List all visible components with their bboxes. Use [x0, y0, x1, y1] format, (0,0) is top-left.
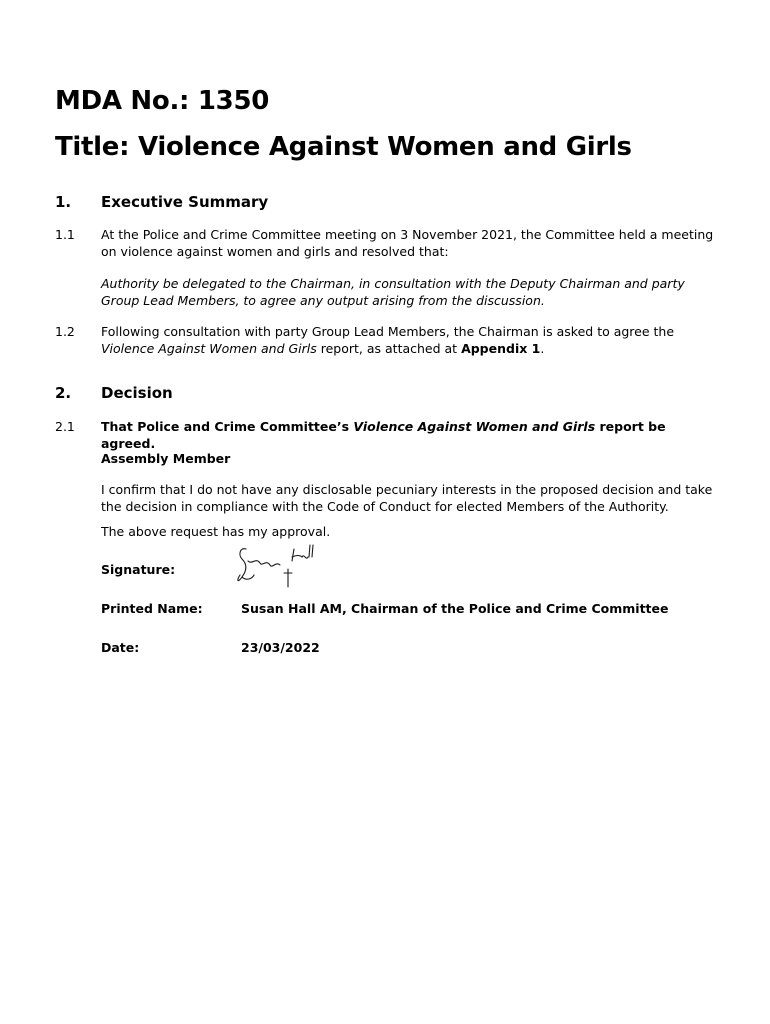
appendix-reference: Appendix 1	[461, 341, 541, 356]
paragraph-2-1-number: 2.1	[55, 419, 75, 434]
section-1-title: Executive Summary	[101, 193, 269, 211]
paragraph-1-2-text-start: Following consultation with party Group Lead Members, the Chairman is asked to agree the	[101, 324, 675, 339]
date-value: 23/03/2022	[241, 640, 320, 655]
decision-report-title: Violence Against Women and Girls	[353, 419, 596, 434]
paragraph-1-1-text: At the Police and Crime Committee meeting on 3 November 2021, the Committee held a meeting on violence against women and girls and resolved that:	[101, 227, 714, 259]
paragraph-1-2-text-mid: report, as attached at	[316, 341, 462, 356]
paragraph-1-1-resolution-quote: Authority be delegated to the Chairman, in consultation with the Deputy Chairman and party Group Lead Members, to agree any output arising from the discussion.	[101, 276, 685, 308]
paragraph-1-1-number: 1.1	[55, 227, 75, 242]
paragraph-1-2-text-end: .	[540, 341, 545, 356]
assembly-member-heading: Assembly Member	[101, 451, 231, 466]
printed-name-value: Susan Hall AM, Chairman of the Police and Crime Committee	[241, 601, 669, 616]
approval-text: The above request has my approval.	[101, 524, 331, 539]
paragraph-1-2-text	[101, 323, 721, 357]
section-1-number: 1.	[55, 193, 72, 211]
paragraph-1-2-number: 1.2	[55, 324, 75, 339]
date-label: Date:	[101, 640, 140, 655]
declaration-text: I confirm that I do not have any disclosable pecuniary interests in the proposed decision and take the decision in compliance with the Code of Conduct for elected Members of the Authority.	[101, 482, 713, 514]
handwritten-signature	[232, 543, 316, 593]
decision-statement-end: report be agreed.	[101, 419, 666, 451]
signature-label: Signature:	[101, 562, 176, 577]
section-2-number: 2.	[55, 384, 72, 402]
decision-statement	[101, 418, 721, 452]
printed-name-label: Printed Name:	[101, 601, 203, 616]
decision-statement-start: That Police and Crime Committee’s	[101, 419, 354, 434]
report-title-italic: Violence Against Women and Girls	[101, 341, 317, 356]
document-title: Title: Violence Against Women and Girls	[55, 132, 632, 162]
mda-number-heading: MDA No.: 1350	[55, 86, 270, 116]
section-2-title: Decision	[101, 384, 173, 402]
